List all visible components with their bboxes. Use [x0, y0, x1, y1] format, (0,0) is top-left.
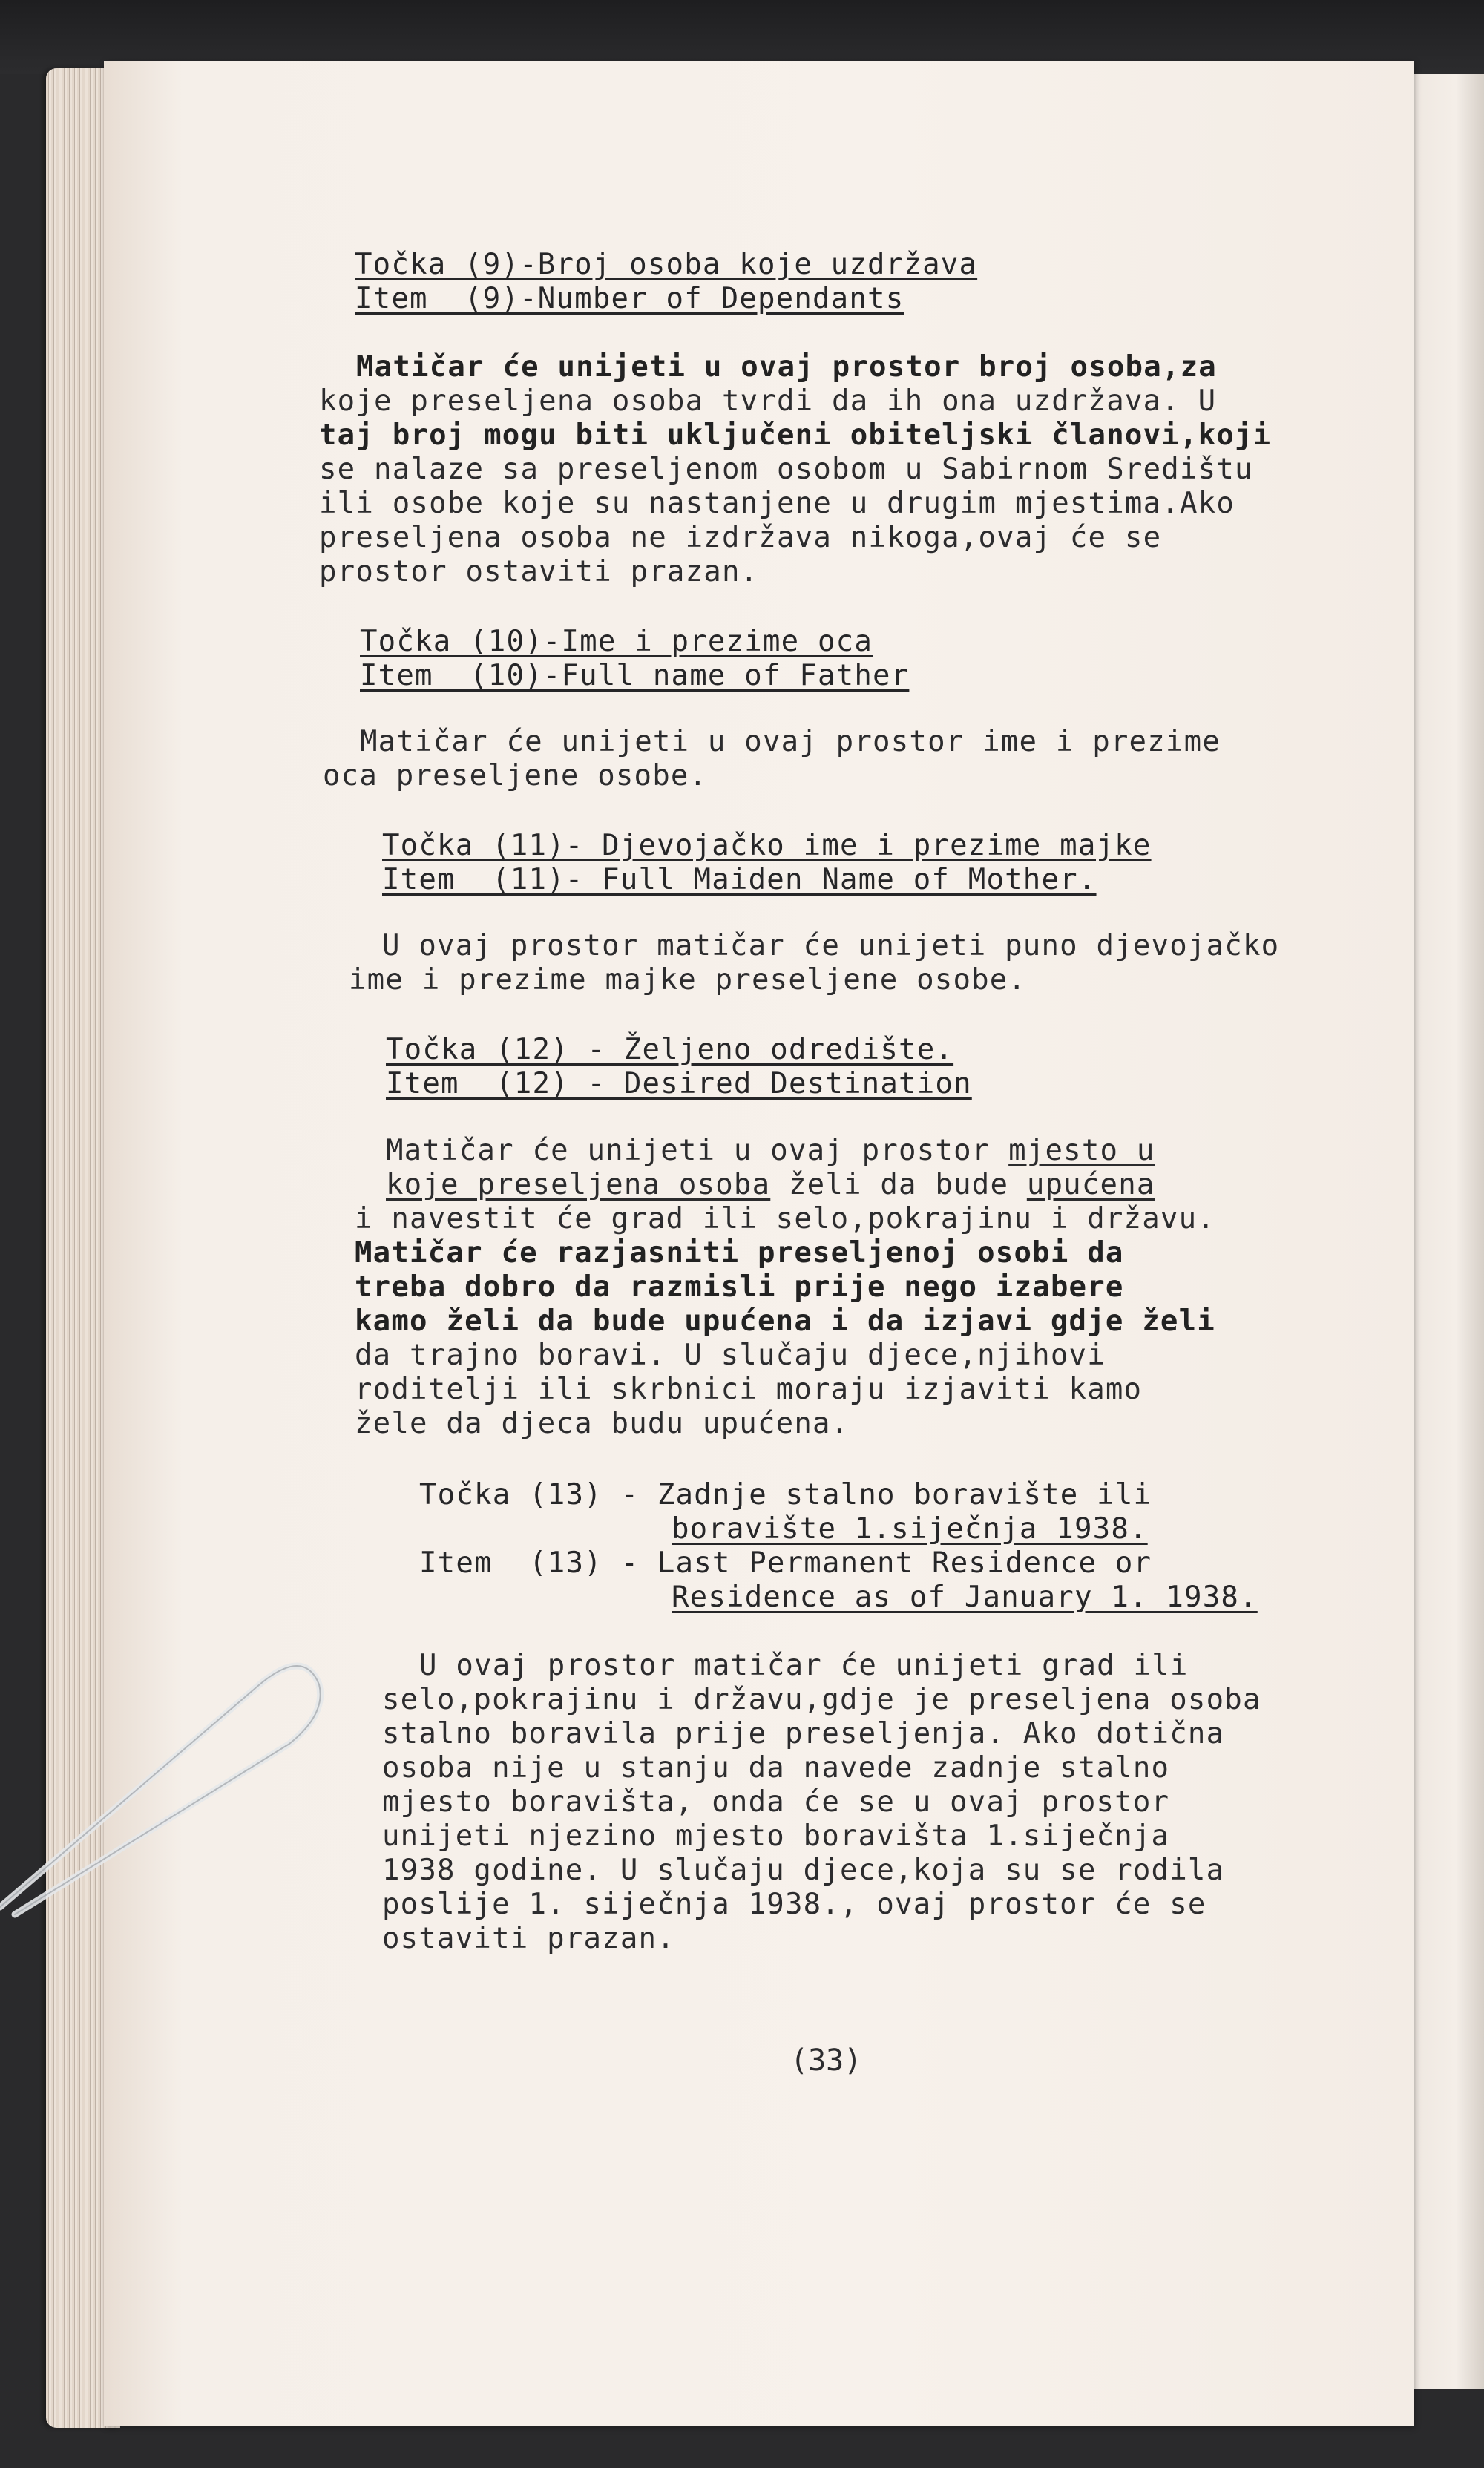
item12-body-line: Matičar će razjasniti preseljenoj osobi da [355, 1236, 1124, 1270]
item13-heading-hr-cont: boravište 1.siječnja 1938. [672, 1512, 1148, 1546]
item11-heading-hr: Točka (11)- Djevojačko ime i prezime majke [382, 829, 1152, 862]
item11-body-line: ime i prezime majke preseljene osobe. [349, 963, 1027, 997]
item9-heading-hr: Točka (9)-Broj osoba koje uzdržava [355, 248, 978, 281]
item12-body-text: želi da bude [770, 1168, 1027, 1201]
item12-body-text: Matičar će unijeti u ovaj prostor [386, 1134, 1009, 1167]
item12-body-line: žele da djeca budu upućena. [355, 1407, 850, 1440]
item13-body-line: 1938 godine. U slučaju djece,koja su se rodila [382, 1854, 1225, 1887]
item12-body-line: kamo želi da bude upućena i da izjavi gdje želi [355, 1304, 1215, 1338]
item9-body-line: prostor ostaviti prazan. [319, 555, 759, 588]
item10-heading-en: Item (10)-Full name of Father [360, 659, 910, 692]
item13-body-line: osoba nije u stanju da navede zadnje stalno [382, 1751, 1170, 1785]
item9-body-line: se nalaze sa preseljenom osobom u Sabirnom Središtu [319, 453, 1253, 486]
item13-body-line: ostaviti prazan. [382, 1922, 675, 1955]
item11-body-line: U ovaj prostor matičar će unijeti puno djevojačko [382, 929, 1280, 962]
item13-heading-en: Item (13) - Last Permanent Residence or [419, 1546, 1152, 1580]
item9-body-line: ili osobe koje su nastanjene u drugim mjestima.Ako [319, 487, 1235, 520]
item9-body-line: taj broj mogu biti uključeni obiteljski članovi,koji [319, 419, 1272, 452]
facing-page-edge [1414, 74, 1484, 2389]
item9-body-line: Matičar će unijeti u ovaj prostor broj osoba,za [356, 350, 1217, 384]
item13-body-line: mjesto boravišta, onda će se u ovaj prostor [382, 1785, 1170, 1819]
item13-body-line: U ovaj prostor matičar će unijeti grad ili [419, 1649, 1189, 1682]
item10-heading-hr: Točka (10)-Ime i prezime oca [360, 625, 873, 658]
item13-body-line: stalno boravila prije preseljenja. Ako dotična [382, 1717, 1225, 1750]
item12-body-underlined: mjesto u [1008, 1134, 1155, 1167]
item13-heading-en-cont: Residence as of January 1. 1938. [672, 1581, 1258, 1614]
item12-body-line [386, 1134, 1155, 1168]
item10-body-line: oca preseljene osobe. [323, 759, 708, 792]
item12-body-line: da trajno boravi. U slučaju djece,njihovi [355, 1339, 1106, 1372]
item9-body-line: koje preseljena osoba tvrdi da ih ona uzdržava. U [319, 384, 1217, 418]
item13-heading-hr: Točka (13) - Zadnje stalno boravište ili [419, 1478, 1152, 1512]
item9-body-line: preseljena osoba ne izdržava nikoga,ovaj će se [319, 521, 1162, 554]
item12-body-line [386, 1168, 1155, 1202]
item12-body-line: roditelji ili skrbnici moraju izjaviti kamo [355, 1373, 1143, 1406]
item13-body-line: unijeti njezino mjesto boravišta 1.siječnja [382, 1819, 1170, 1853]
item12-body-underlined: upućena [1026, 1168, 1155, 1201]
item12-heading-en: Item (12) - Desired Destination [386, 1067, 972, 1100]
item12-body-line: i navestit će grad ili selo,pokrajinu i državu. [355, 1202, 1215, 1235]
item12-body-line: treba dobro da razmisli prije nego izabere [355, 1270, 1124, 1304]
item12-heading-hr: Točka (12) - Željeno odredište. [386, 1033, 954, 1066]
item10-body-line: Matičar će unijeti u ovaj prostor ime i prezime [360, 725, 1221, 758]
page-number: (33) [790, 2044, 862, 2078]
document-page [104, 61, 1414, 2426]
item13-body-line: selo,pokrajinu i državu,gdje je preseljena osoba [382, 1683, 1261, 1716]
item9-heading-en: Item (9)-Number of Dependants [355, 282, 904, 315]
item13-body-line: poslije 1. siječnja 1938., ovaj prostor će se [382, 1888, 1206, 1921]
item12-body-underlined: koje preseljena osoba [386, 1168, 771, 1201]
item11-heading-en: Item (11)- Full Maiden Name of Mother. [382, 863, 1097, 896]
